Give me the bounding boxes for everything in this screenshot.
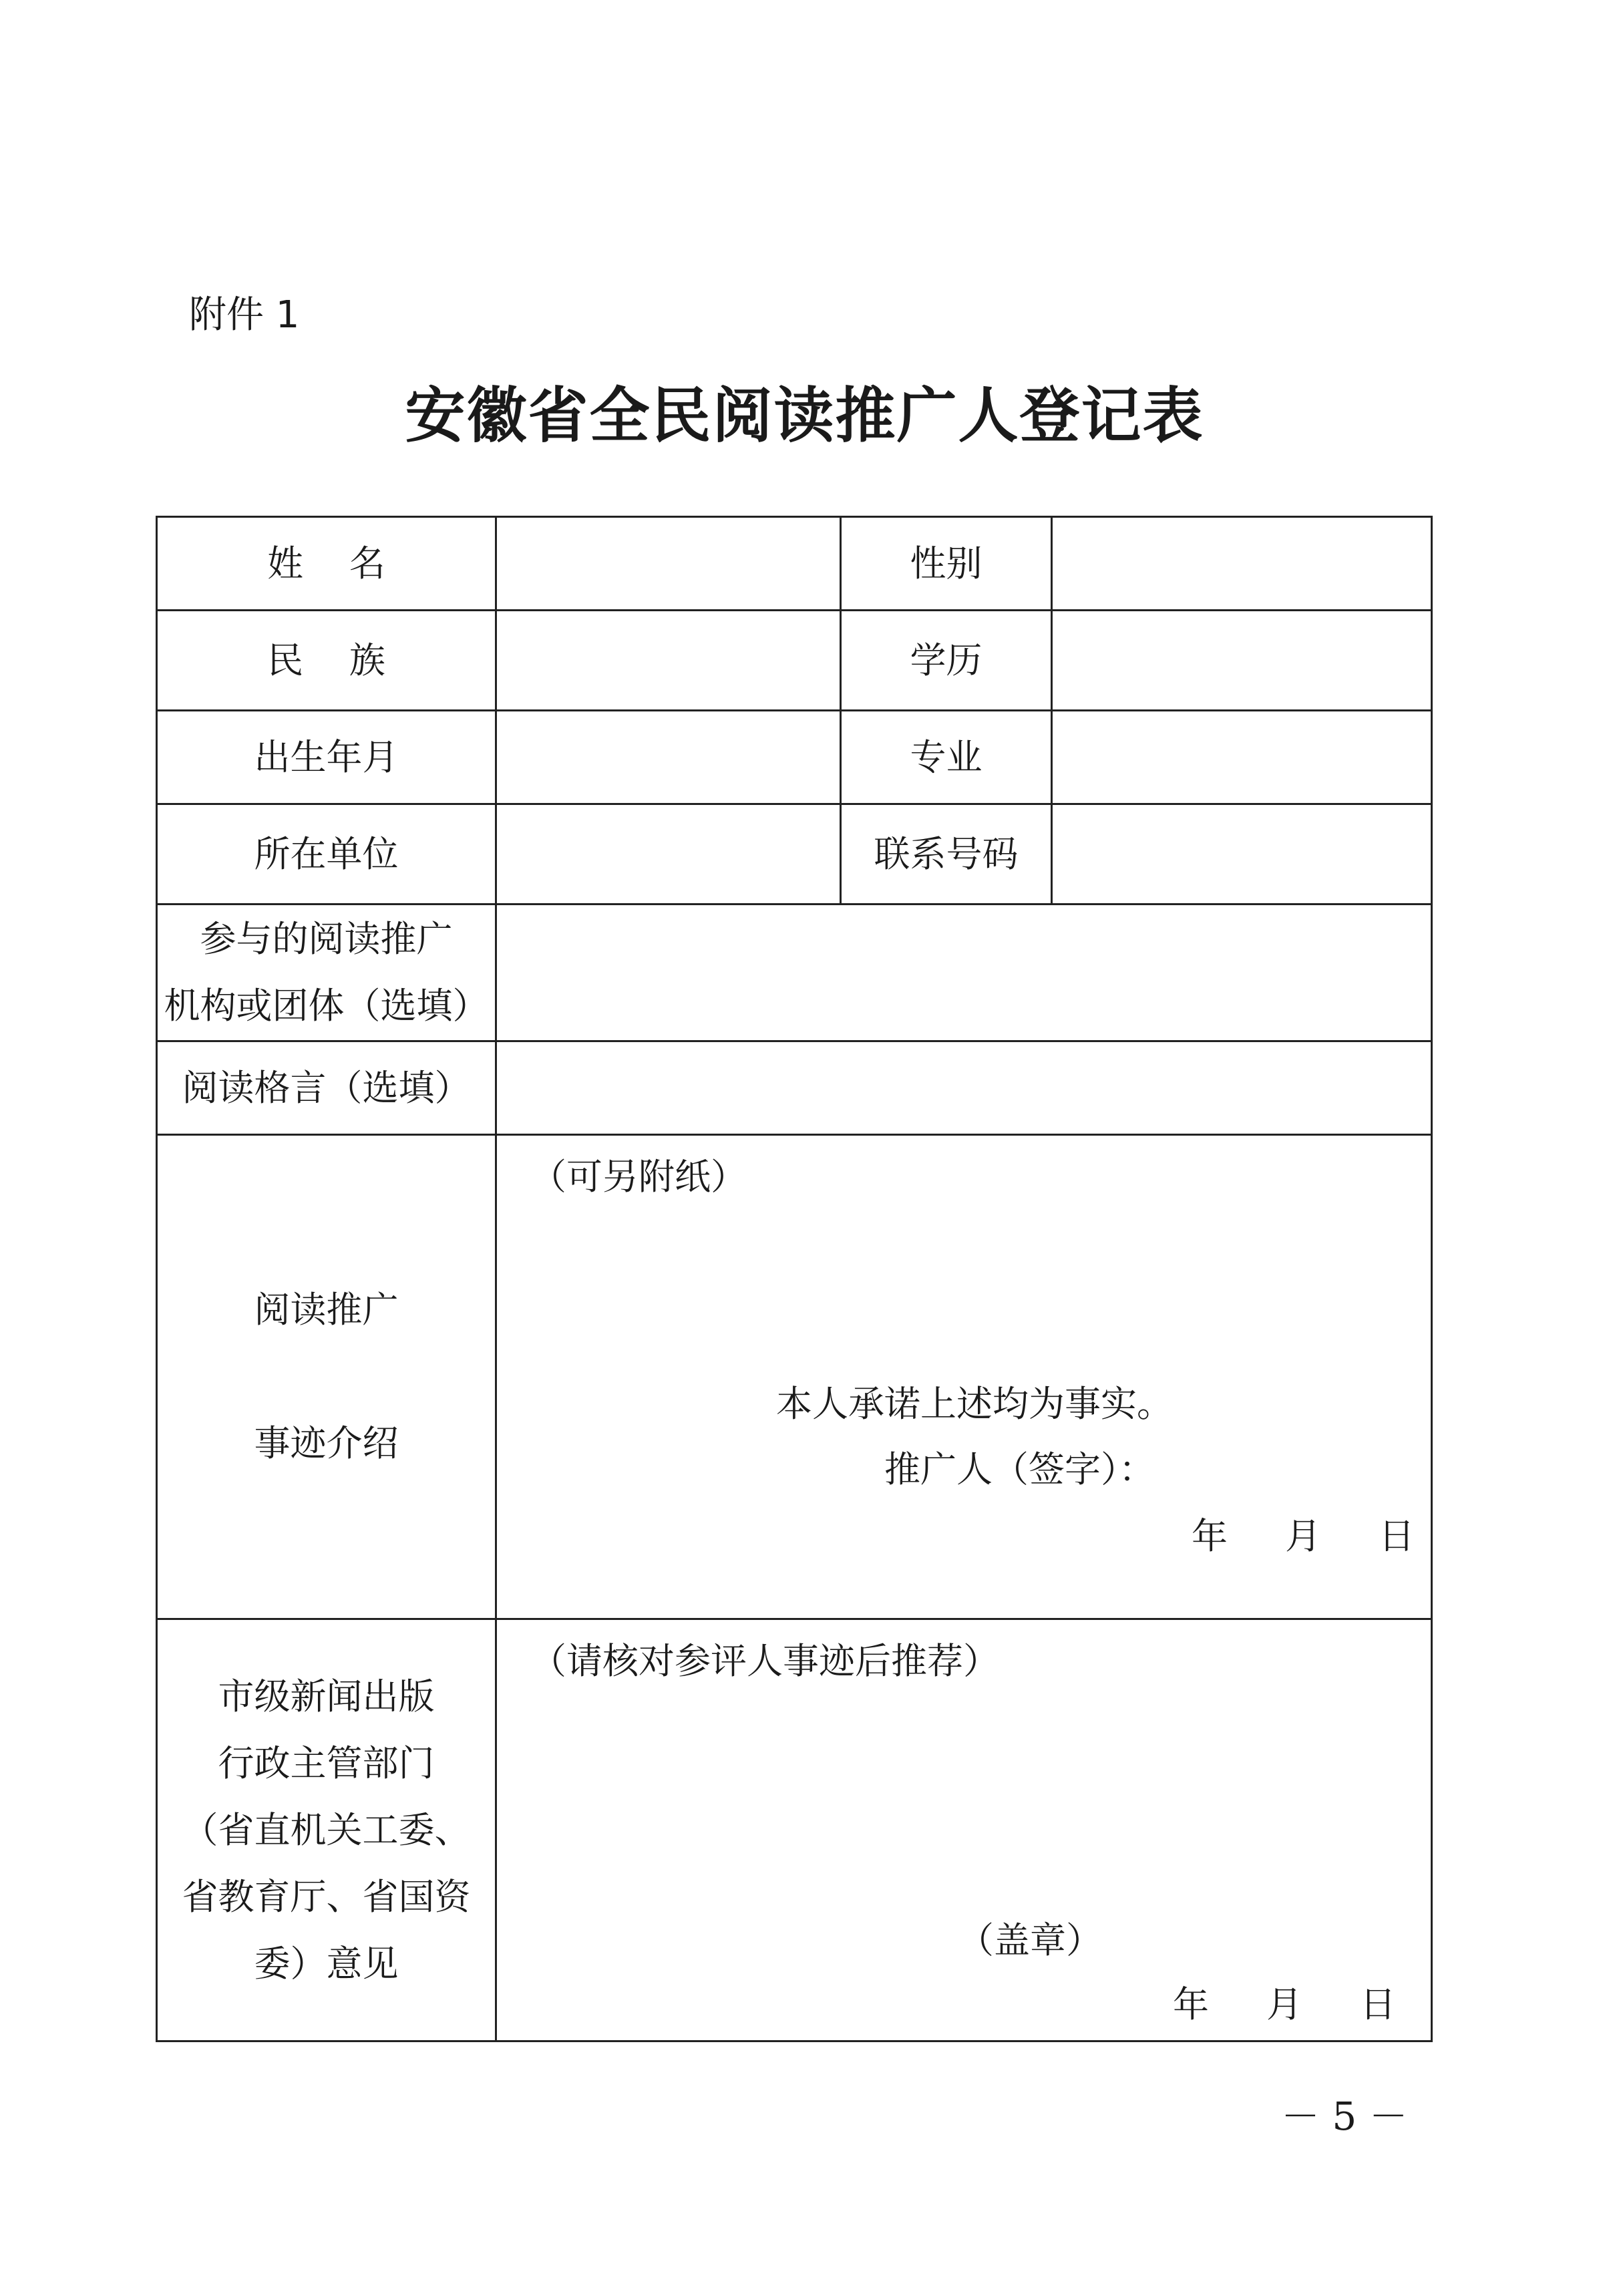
major-field[interactable] [1052,711,1432,804]
opinion-date-year: 年 [1173,1983,1209,2025]
major-label: 专业 [841,711,1052,804]
registration-form [156,516,1433,2042]
education-label: 学历 [841,611,1052,711]
deeds-label-line2: 事迹介绍 [254,1422,399,1464]
opinion-label-line4: 省教育厅、省国资 [182,1875,471,1918]
employer-field[interactable] [496,804,841,905]
ethnicity-label: 民 族 [157,611,496,711]
phone-label: 联系号码 [841,804,1052,905]
opinion-field[interactable] [496,1619,1432,2041]
deeds-note: （可另附纸） [530,1156,747,1198]
org-label-line2: 机构或团体（选填） [164,985,489,1027]
deeds-date-month: 月 [1285,1515,1321,1557]
page-title: 安徽省全民阅读推广人登记表 [405,380,1204,451]
deeds-signature: 推广人（签字）： [884,1448,1155,1490]
org-label-line1: 参与的阅读推广 [200,918,453,960]
opinion-label [157,1619,496,2041]
opinion-date-day: 日 [1360,1983,1396,2025]
deeds-date-day: 日 [1379,1515,1415,1557]
page-number: － 5 － [1281,2094,1408,2139]
employer-label: 所在单位 [157,804,496,905]
deeds-label [157,1135,496,1619]
opinion-label-line5: 委）意见 [254,1942,399,1985]
phone-field[interactable] [1052,804,1432,905]
opinion-date-month: 月 [1266,1983,1302,2025]
attachment-label: 附件 1 [189,293,300,337]
opinion-label-line2: 行政主管部门 [218,1742,435,1784]
gender-field[interactable] [1052,517,1432,611]
motto-label: 阅读格言（选填） [157,1041,496,1135]
opinion-label-line3: （省直机关工委、 [182,1808,471,1851]
education-field[interactable] [1052,611,1432,711]
deeds-date-year: 年 [1192,1515,1228,1557]
ethnicity-field[interactable] [496,611,841,711]
deeds-label-line1: 阅读推广 [254,1289,399,1331]
name-label: 姓 名 [157,517,496,611]
motto-field[interactable] [496,1041,1432,1135]
opinion-seal: （盖章） [958,1919,1102,1961]
gender-label: 性别 [841,517,1052,611]
name-field[interactable] [496,517,841,611]
deeds-pledge: 本人承诺上述均为事实。 [776,1383,1173,1425]
org-label [157,905,496,1041]
org-field[interactable] [496,905,1432,1041]
deeds-field[interactable] [496,1135,1432,1619]
opinion-note: （请核对参评人事迹后推荐） [530,1640,999,1682]
opinion-label-line1: 市级新闻出版 [218,1675,435,1717]
birth-label: 出生年月 [157,711,496,804]
birth-field[interactable] [496,711,841,804]
